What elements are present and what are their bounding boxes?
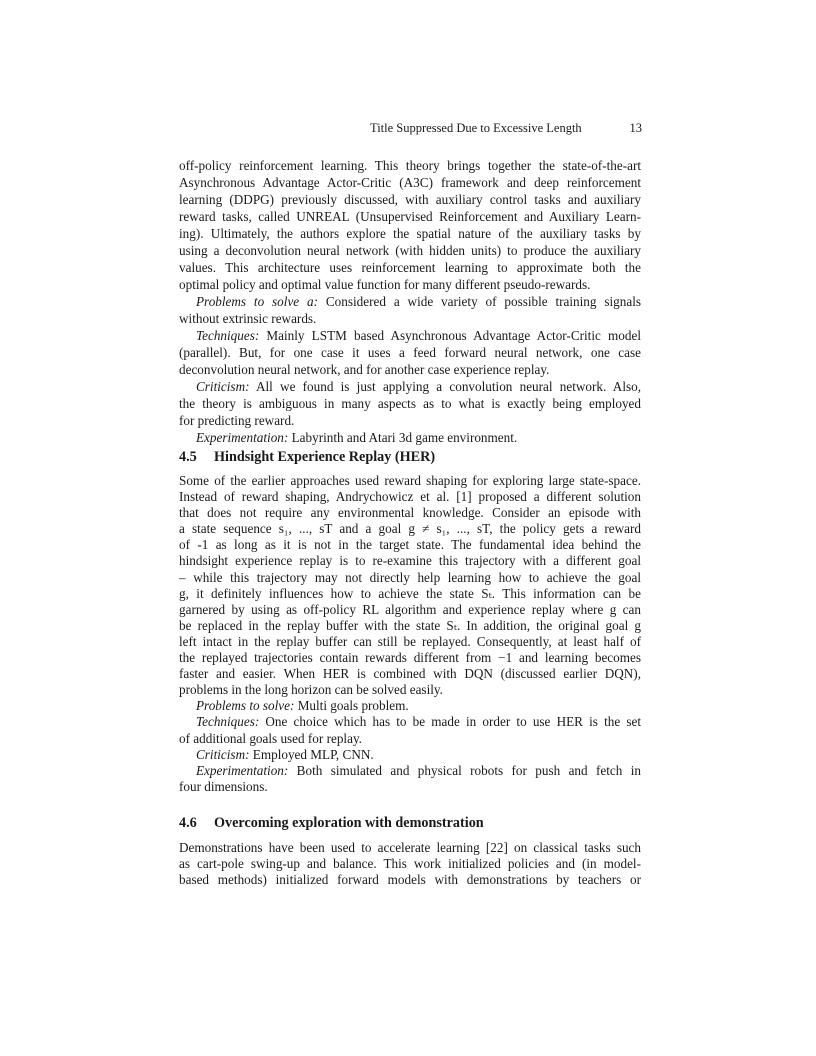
line-text: learning (DDPG) previously discussed, with auxiliary control tasks and auxiliary (179, 192, 641, 207)
text-line (179, 570, 641, 586)
text-line (179, 327, 641, 344)
line-text: be replaced in the replay buffer with the state Sₜ. In addition, the original goal g (179, 617, 641, 633)
line-text: (parallel). But, for one case it uses a feed forward neural network, one case (179, 345, 641, 360)
line-text: hindsight experience replay is to re-examine this trajectory with a different goal (179, 553, 641, 569)
line-text: garnered by using as off-policy RL algorithm and experience replay where g can (179, 601, 641, 617)
text-line (179, 473, 641, 489)
line-text: that does not require any environmental knowledge. Consider an episode with (179, 505, 641, 521)
text-line (179, 840, 641, 856)
section-number: 4.6 (179, 815, 197, 831)
page-number: 13 (629, 121, 642, 135)
line-text: Employed MLP, CNN. (249, 746, 374, 762)
text-line (179, 489, 641, 505)
body-text-unreal (179, 157, 641, 446)
line-text: using a deconvolution neural network (with hidden units) to produce the auxiliary (179, 243, 641, 258)
running-title: Title Suppressed Due to Excessive Length (370, 121, 582, 135)
line-text: Demonstrations have been used to accelerate learning [22] on classical tasks such (179, 840, 641, 855)
text-line (179, 395, 641, 412)
line-text: Both simulated and physical robots for push and fetch in (288, 762, 641, 778)
paragraph-label: Experimentation: (196, 430, 289, 445)
paragraph-label: Criticism: (196, 379, 250, 394)
line-text: the replayed trajectories contain rewards different from −1 and learning becomes (179, 650, 641, 666)
line-text: without extrinsic rewards. (179, 311, 317, 326)
line-text: of additional goals used for replay. (179, 730, 362, 746)
line-text: problems in the long horizon can be solved easily. (179, 682, 443, 698)
paragraph-label: Problems to solve a: (196, 294, 319, 309)
line-text: a state sequence s₁, ..., sT and a goal g ≠ s₁, ..., sT, the policy gets a reward (179, 521, 641, 537)
paragraph-label: Experimentation: (196, 762, 289, 778)
text-line (179, 666, 641, 682)
text-line (179, 714, 641, 730)
section-title: Hindsight Experience Replay (HER) (214, 449, 436, 465)
text-line (179, 276, 641, 293)
line-text: of -1 as long as it is not in the target state. The fundamental idea behind the (179, 537, 641, 553)
line-text: four dimensions. (179, 778, 268, 794)
text-line (179, 242, 641, 259)
text-line (179, 208, 641, 225)
text-line (179, 872, 641, 888)
text-line (179, 505, 641, 521)
section-title: Overcoming exploration with demonstration (214, 815, 484, 831)
text-line (179, 344, 641, 361)
text-line (179, 698, 641, 714)
text-line (179, 586, 641, 602)
line-text: based methods) initialized forward models with demonstrations by teachers or (179, 872, 641, 888)
text-line (179, 174, 641, 191)
text-line (179, 553, 641, 569)
text-line (179, 537, 641, 553)
paragraph-label: Criticism: (196, 746, 250, 762)
text-line (179, 191, 641, 208)
text-line (179, 618, 641, 634)
text-line (179, 157, 641, 174)
line-text: – while this trajectory may not directly help learning how to achieve the goal (179, 569, 641, 585)
line-text: Mainly LSTM based Asynchronous Advantage Actor-Critic model (259, 328, 641, 343)
section-number: 4.5 (179, 449, 197, 465)
line-text: as cart-pole swing-up and balance. This work initialized policies and (in model- (179, 856, 641, 872)
text-line (179, 293, 641, 310)
text-line (179, 634, 641, 650)
text-line (179, 521, 641, 537)
line-text: Considered a wide variety of possible training signals (318, 294, 641, 309)
text-line (179, 225, 641, 242)
line-text: Multi goals problem. (294, 698, 409, 714)
section-heading-4-5 (179, 449, 435, 466)
paragraph-label: Techniques: (196, 714, 260, 730)
line-text: Instead of reward shaping, Andrychowicz et al. [1] proposed a different solution (179, 489, 641, 505)
running-header (370, 121, 642, 136)
line-text: One choice which has to be made in order to use HER is the set (259, 714, 641, 730)
paragraph-label: Problems to solve: (196, 698, 295, 714)
text-line (179, 731, 641, 747)
text-line (179, 378, 641, 395)
text-line (179, 779, 641, 795)
text-line (179, 747, 641, 763)
line-text: Labyrinth and Atari 3d game environment. (288, 430, 518, 445)
text-line (179, 763, 641, 779)
text-line (179, 310, 641, 327)
line-text: for predicting reward. (179, 413, 295, 428)
text-line (179, 602, 641, 618)
text-line (179, 650, 641, 666)
body-text-demonstration (179, 840, 641, 888)
line-text: Asynchronous Advantage Actor-Critic (A3C) framework and deep reinforcement (179, 175, 641, 190)
text-line (179, 361, 641, 378)
line-text: off-policy reinforcement learning. This theory brings together the state-of-the-art (179, 158, 641, 173)
text-line (179, 856, 641, 872)
text-line (179, 682, 641, 698)
line-text: ing). Ultimately, the authors explore the spatial nature of the auxiliary tasks by (179, 226, 641, 241)
line-text: the theory is ambiguous in many aspects as to what is exactly being employed (179, 396, 641, 411)
line-text: deconvolution neural network, and for another case experience replay. (179, 362, 550, 377)
text-line (179, 259, 641, 276)
line-text: values. This architecture uses reinforcement learning to approximate both the (179, 260, 641, 275)
text-line (179, 429, 641, 446)
body-text-her (179, 473, 641, 795)
line-text: faster and easier. When HER is combined with DQN (discussed earlier DQN), (179, 666, 641, 682)
line-text: g, it definitely influences how to achieve the state Sₜ. This information can be (179, 585, 641, 601)
line-text: left intact in the replay buffer can still be replayed. Consequently, at least half of (179, 633, 641, 649)
paragraph-label: Techniques: (196, 328, 260, 343)
line-text: Some of the earlier approaches used reward shaping for exploring large state-space. (179, 473, 641, 488)
text-line (179, 412, 641, 429)
section-heading-4-6 (179, 815, 484, 832)
line-text: reward tasks, called UNREAL (Unsupervised Reinforcement and Auxiliary Learn- (179, 209, 641, 224)
line-text: All we found is just applying a convolution neural network. Also, (249, 379, 641, 394)
line-text: optimal policy and optimal value function for many different pseudo-rewards. (179, 277, 591, 292)
